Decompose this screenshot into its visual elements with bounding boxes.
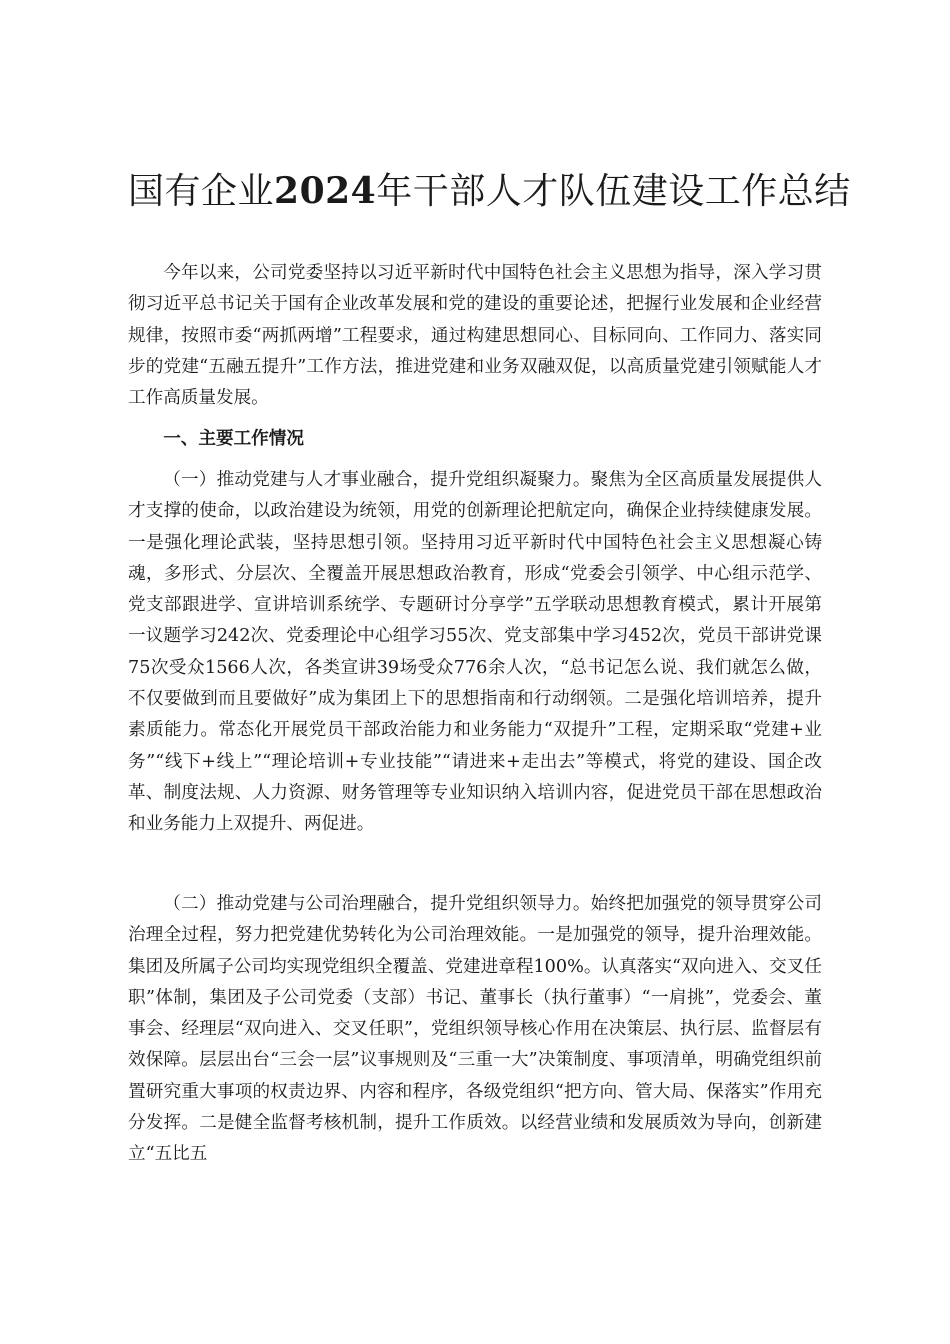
document-page bbox=[128, 0, 851, 1344]
document-title bbox=[128, 168, 851, 215]
body-paragraph-talent-integration: （一）推动党建与人才事业融合，提升党组织凝聚力。聚焦为全区高质量发展提供人才支撑的使命，以政治建设为统领，用党的创新理论把航定向，确保企业持续健康发展。一是强化理论武装，坚持思想引领。坚持用习近平新时代中国特色社会主义思想凝心铸魂，多形式、分层次、全覆盖开展思想政治教育，形成“党委会引领学、中心组示范学、党支部跟进学、宣讲培训系统学、专题研讨分享学”五学联动思想教育模式，累计开展第一议题学习242次、党委理论中心组学习55次、党支部集中学习452次，党员干部讲党课75次受众1566人次，各类宣讲39场受众776余人次，“总书记怎么说、我们就怎么做，不仅要做到而且要做好”成为集团上下的思想指南和行动纲领。二是强化培训培养，提升素质能力。常态化开展党员干部政治能力和业务能力“双提升”工程，定期采取“党建+业务”“线下+线上”“理论培训+专业技能”“请进来+走出去”等模式，将党的建设、国企改革、制度法规、人力资源、财务管理等专业知识纳入培训内容，促进党员干部在思想政治和业务能力上双提升、两促进。 bbox=[128, 470, 822, 835]
intro-paragraph: 今年以来，公司党委坚持以习近平新时代中国特色社会主义思想为指导，深入学习贯彻习近平总书记关于国有企业改革发展和党的建设的重要论述，把握行业发展和企业经营规律，按照市委“两抓两增”工程要求，通过构建思想同心、目标同向、工作同力、落实同步的党建“五融五提升”工作方法，推进党建和业务双融双促，以高质量党建引领赋能人才工作高质量发展。 bbox=[128, 263, 822, 409]
title-year: 2024 bbox=[274, 170, 377, 212]
title-suffix: 年干部人才队伍建设工作总结 bbox=[376, 171, 851, 212]
title-prefix: 国有企业 bbox=[128, 171, 275, 212]
body-paragraph-governance-integration: （二）推动党建与公司治理融合，提升党组织领导力。始终把加强党的领导贯穿公司治理全过程，努力把党建优势转化为公司治理效能。一是加强党的领导，提升治理效能。集团及所属子公司均实现党组织全覆盖、党建进章程100%。认真落实“双向进入、交叉任职”体制，集团及子公司党委（支部）书记、董事长（执行董事）“一肩挑”，党委会、董事会、经理层“双向进入、交叉任职”，党组织领导核心作用在决策层、执行层、监督层有效保障。层层出台“三会一层”议事规则及“三重一大”决策制度、事项清单，明确党组织前置研究重大事项的权责边界、内容和程序，各级党组织“把方向、管大局、保落实”作用充分发挥。二是健全监督考核机制，提升工作质效。以经营业绩和发展质效为导向，创新建立“五比五 bbox=[128, 894, 822, 1165]
section-heading-main-work: 一、主要工作情况 bbox=[163, 429, 304, 449]
